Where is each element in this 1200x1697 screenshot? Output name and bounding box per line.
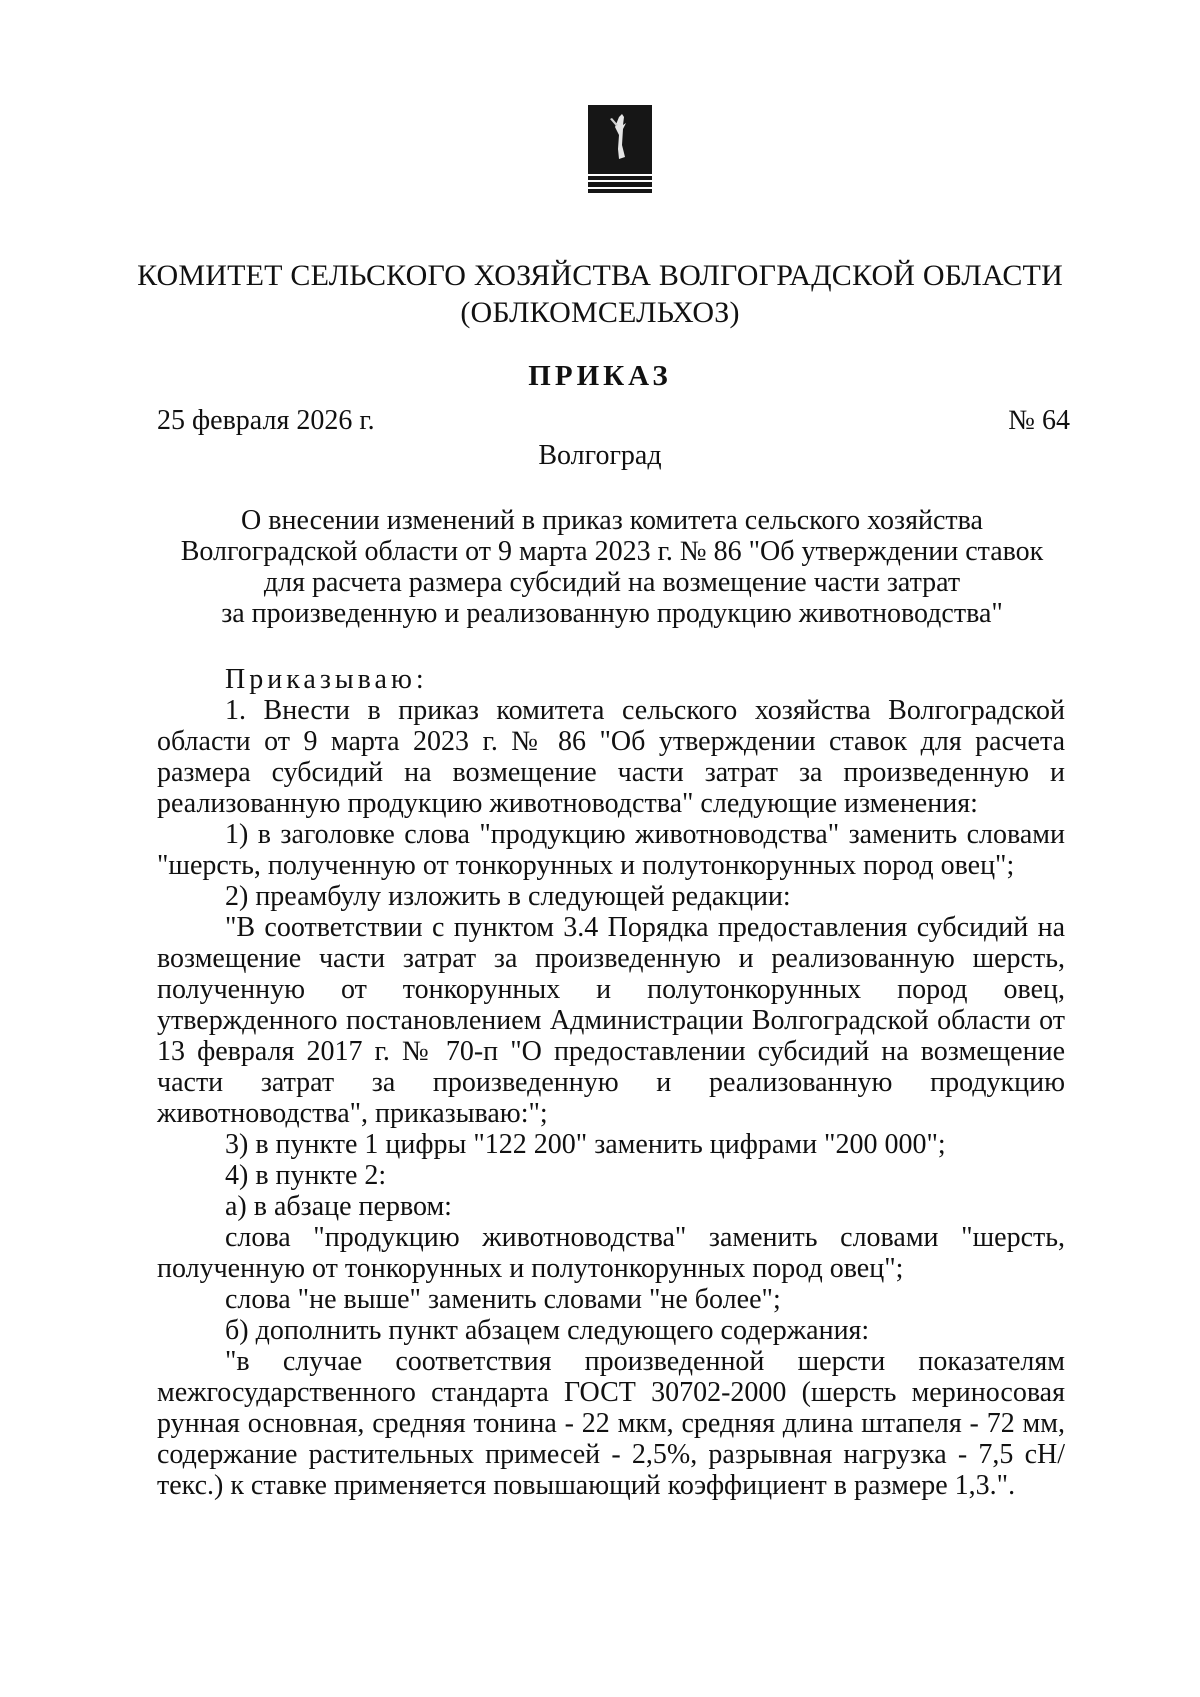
paragraph-item-1-4-b: б) дополнить пункт абзацем следующего содержания: [225,1315,870,1346]
document-number: № 64 [1008,405,1070,436]
order-word: Приказываю: [225,664,428,695]
paragraph-item-1-4-a: а) в абзаце первом: [225,1191,452,1222]
paragraph-item-1: 1. Внести в приказ комитета сельского хозяйства Волгоградской области от 9 марта 2023 г. № 86 "Об утверждении ставок для расчета размера субсидий на возмещение части затрат за произведенную и реализованную продукцию животноводства" следующие изменения: [157,695,1065,819]
paragraph-preamble: "В соответствии с пунктом 3.4 Порядка предоставления субсидий на возмещение части затрат за произведенную и реализованную шерсть, полученную от тонкорунных и полутонкорунных пород овец, утвержденного постановлением Администрации Волгоградской области от 13 февраля 2017 г. № 70-п "О предоставлении субсидий на возмещение части затрат за произведенную и реализованную продукцию животноводства", приказываю:"; [157,912,1065,1129]
paragraph-item-1-4-a-1: слова "продукцию животноводства" заменить словами "шерсть, полученную от тонкорунных и полутонкорунных пород овец"; [157,1222,1065,1284]
document-body [157,664,1065,1501]
document-date: 25 февраля 2026 г. [157,405,375,436]
coat-of-arms-icon [586,105,654,205]
paragraph-item-1-3: 3) в пункте 1 цифры "122 200" заменить цифрами "200 000"; [225,1129,946,1160]
organization-name: КОМИТЕТ СЕЛЬСКОГО ХОЗЯЙСТВА ВОЛГОГРАДСКОЙ ОБЛАСТИ [137,259,1063,292]
organization-abbreviation: (ОБЛКОМСЕЛЬХОЗ) [460,296,740,329]
paragraph-item-1-4-a-2: слова "не выше" заменить словами "не более"; [225,1284,781,1315]
paragraph-item-1-1: 1) в заголовке слова "продукцию животноводства" заменить словами "шерсть, полученную от тонкорунных и полутонкорунных пород овец"; [157,819,1065,881]
document-city: Волгоград [538,440,662,471]
document-subject [160,505,1064,629]
paragraph-item-1-4: 4) в пункте 2: [225,1160,387,1191]
subject-line: для расчета размера субсидий на возмещение части затрат [263,567,961,598]
subject-line: О внесении изменений в приказ комитета сельского хозяйства [241,505,983,536]
subject-line: Волгоградской области от 9 марта 2023 г. № 86 "Об утверждении ставок [180,536,1044,567]
paragraph-item-1-2: 2) преамбулу изложить в следующей редакции: [225,881,791,912]
paragraph-item-1-4-b-text: "в случае соответствия произведенной шерсти показателям межгосударственного стандарта ГОСТ 30702-2000 (шерсть мериносовая рунная основная, средняя тонина - 22 мкм, средняя длина штапеля - 72 мм, содержание растительных примесей - 2,5%, разрывная нагрузка - 7,5 сН/текс.) к ставке применяется повышающий коэффициент в размере 1,3.". [157,1346,1065,1501]
document-type-title: ПРИКАЗ [528,360,672,392]
subject-line: за произведенную и реализованную продукцию животноводства" [221,598,1003,629]
